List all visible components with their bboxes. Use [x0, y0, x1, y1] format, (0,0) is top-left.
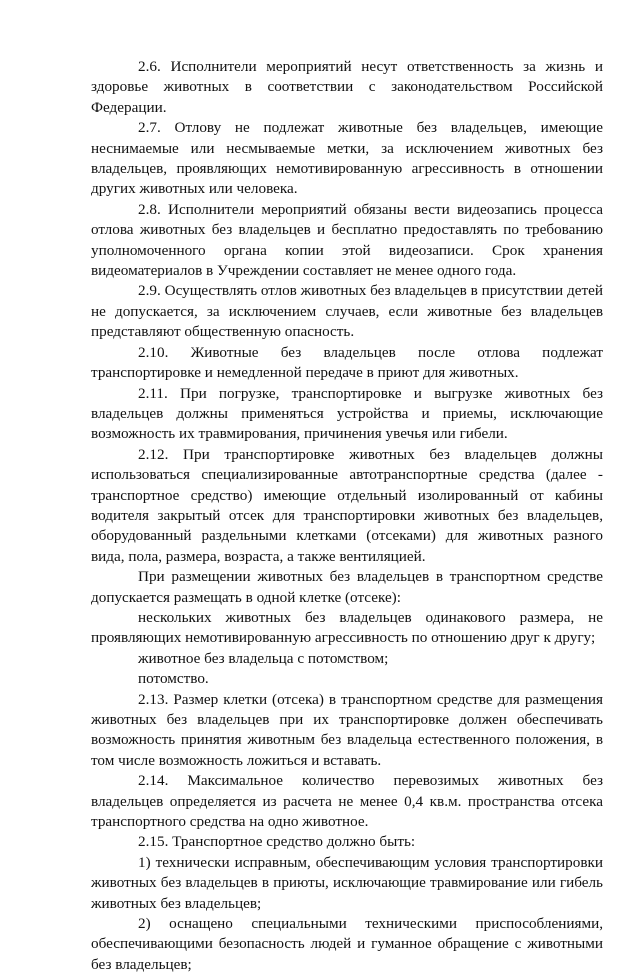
- paragraph-2-13: 2.13. Размер клетки (отсека) в транспортном средстве для размещения животных без владельцев при их транспортировке должен обеспечивать возможность принятия животным без владельца естественного положения, в том числе возможность ложиться и вставать.: [91, 690, 603, 769]
- list-item-same-size: нескольких животных без владельцев одинакового размера, не проявляющих немотивированную агрессивность по отношению друг к другу;: [91, 608, 603, 647]
- list-item-1: 1) технически исправным, обеспечивающим условия транспортировки животных без владельцев в приюты, исключающие травмирование или гибель животных без владельцев;: [91, 853, 603, 912]
- paragraph-placement-intro: При размещении животных без владельцев в транспортном средстве допускается размещать в одной клетке (отсеке):: [91, 568, 603, 606]
- paragraph-2-10: 2.10. Животные без владельцев после отлова подлежат транспортировке и немедленной передаче в приют для животных.: [91, 343, 603, 382]
- list-item-with-offspring: животное без владельца с потомством;: [138, 649, 389, 667]
- paragraph-2-12: 2.12. При транспортировке животных без владельцев должны использоваться специализированные автотранспортные средства (далее - транспортное средство) имеющие отдельный изолированный от кабины водителя закрытый отсек для транспортировки животных без владельцев, оборудованный раздельными клетками (отсеками) для животных разного вида, пола, размера, возраста, а также вентиляцией.: [91, 445, 603, 565]
- paragraph-2-6: 2.6. Исполнители мероприятий несут ответственность за жизнь и здоровье животных в соответствии с законодательством Российской Федерации.: [91, 58, 603, 116]
- paragraph-2-14: 2.14. Максимальное количество перевозимых животных без владельцев определяется из расчета не менее 0,4 кв.м. пространства отсека транспортного средства на одно животное.: [91, 772, 603, 831]
- document-page: [91, 57, 603, 975]
- paragraph-2-11: 2.11. При погрузке, транспортировке и выгрузке животных без владельцев должны применяться устройства и приемы, исключающие возможность их травмирования, причинения увечья или гибели.: [91, 384, 603, 443]
- list-item-offspring: потомство.: [138, 670, 209, 688]
- paragraph-2-8: 2.8. Исполнители мероприятий обязаны вести видеозапись процесса отлова животных без владельцев и бесплатно предоставлять по требованию уполномоченного органа копии этой видеозаписи. Срок хранения видеоматериалов в Учреждении составляет не менее одного года.: [91, 200, 603, 280]
- paragraph-2-7: 2.7. Отлову не подлежат животные без владельцев, имеющие неснимаемые или несмываемые метки, за исключением животных без владельцев, проявляющих немотивированную агрессивность в отношении других животных или человека.: [91, 119, 603, 198]
- list-item-2: 2) оснащено специальными техническими приспособлениями, обеспечивающими безопасность людей и гуманное обращение с животными без владельцев;: [91, 915, 603, 973]
- paragraph-2-15: 2.15. Транспортное средство должно быть:: [138, 833, 416, 851]
- paragraph-2-9: 2.9. Осуществлять отлов животных без владельцев в присутствии детей не допускается, за исключением случаев, если животные без владельцев представляют общественную опасность.: [91, 282, 603, 341]
